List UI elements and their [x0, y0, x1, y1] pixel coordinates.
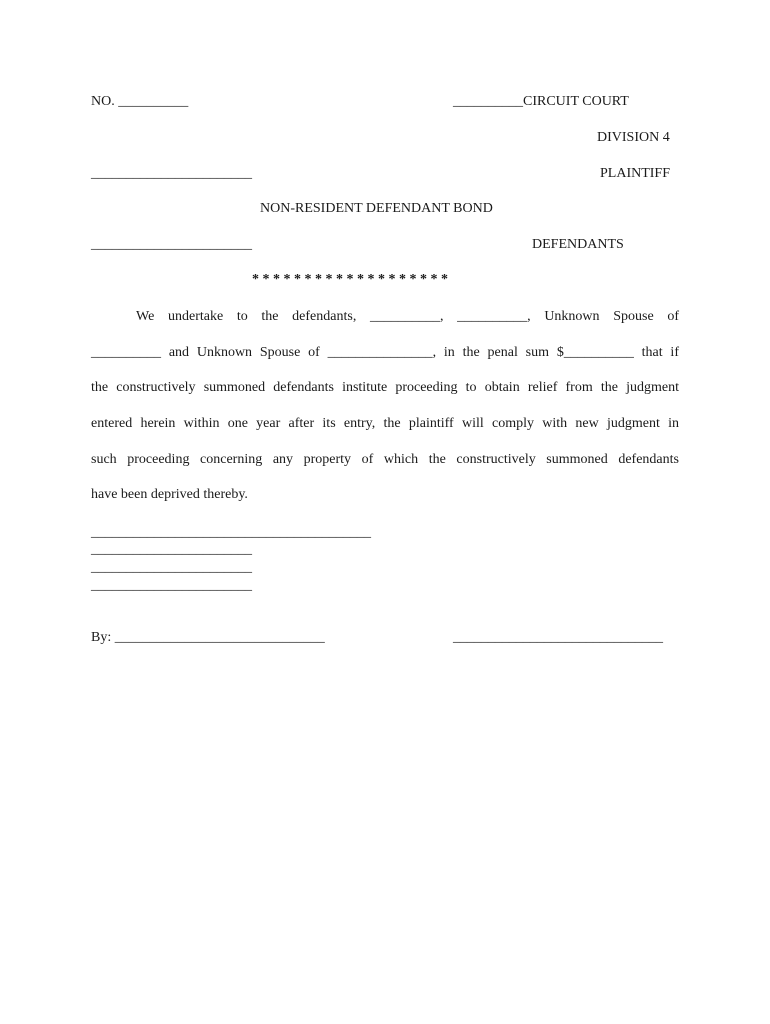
defendants-label: DEFENDANTS	[532, 237, 624, 252]
plaintiff-label: PLAINTIFF	[600, 166, 671, 181]
defendants-name-blank: _______________________	[91, 237, 252, 252]
section-separator: * * * * * * * * * * * * * * * * * * *	[252, 272, 448, 287]
circuit-court-heading: __________CIRCUIT COURT	[453, 94, 629, 109]
body-line-5: such proceeding concerning any property of which the constructively summoned defendants	[91, 452, 679, 467]
signature-line-3: _______________________	[91, 560, 252, 575]
body-line-3: the constructively summoned defendants institute proceeding to obtain relief from the judgment	[91, 380, 679, 395]
right-signature-line: ______________________________	[453, 630, 663, 645]
plaintiff-name-blank: _______________________	[91, 166, 252, 181]
body-line-2: __________ and Unknown Spouse of _______________, in the penal sum $__________ that if	[91, 345, 679, 360]
body-line-6: have been deprived thereby.	[91, 487, 248, 502]
signature-line-2: _______________________	[91, 542, 252, 557]
by-signature-line: By: ______________________________	[91, 630, 325, 645]
signature-line-1: ________________________________________	[91, 525, 371, 540]
document-title: NON-RESIDENT DEFENDANT BOND	[260, 201, 493, 216]
case-number: NO. __________	[91, 94, 189, 109]
signature-line-4: _______________________	[91, 578, 252, 593]
body-line-1: We undertake to the defendants, __________, __________, Unknown Spouse of	[136, 309, 679, 324]
body-line-4: entered herein within one year after its entry, the plaintiff will comply with new judgment in	[91, 416, 679, 431]
division-label: DIVISION 4	[597, 130, 670, 145]
